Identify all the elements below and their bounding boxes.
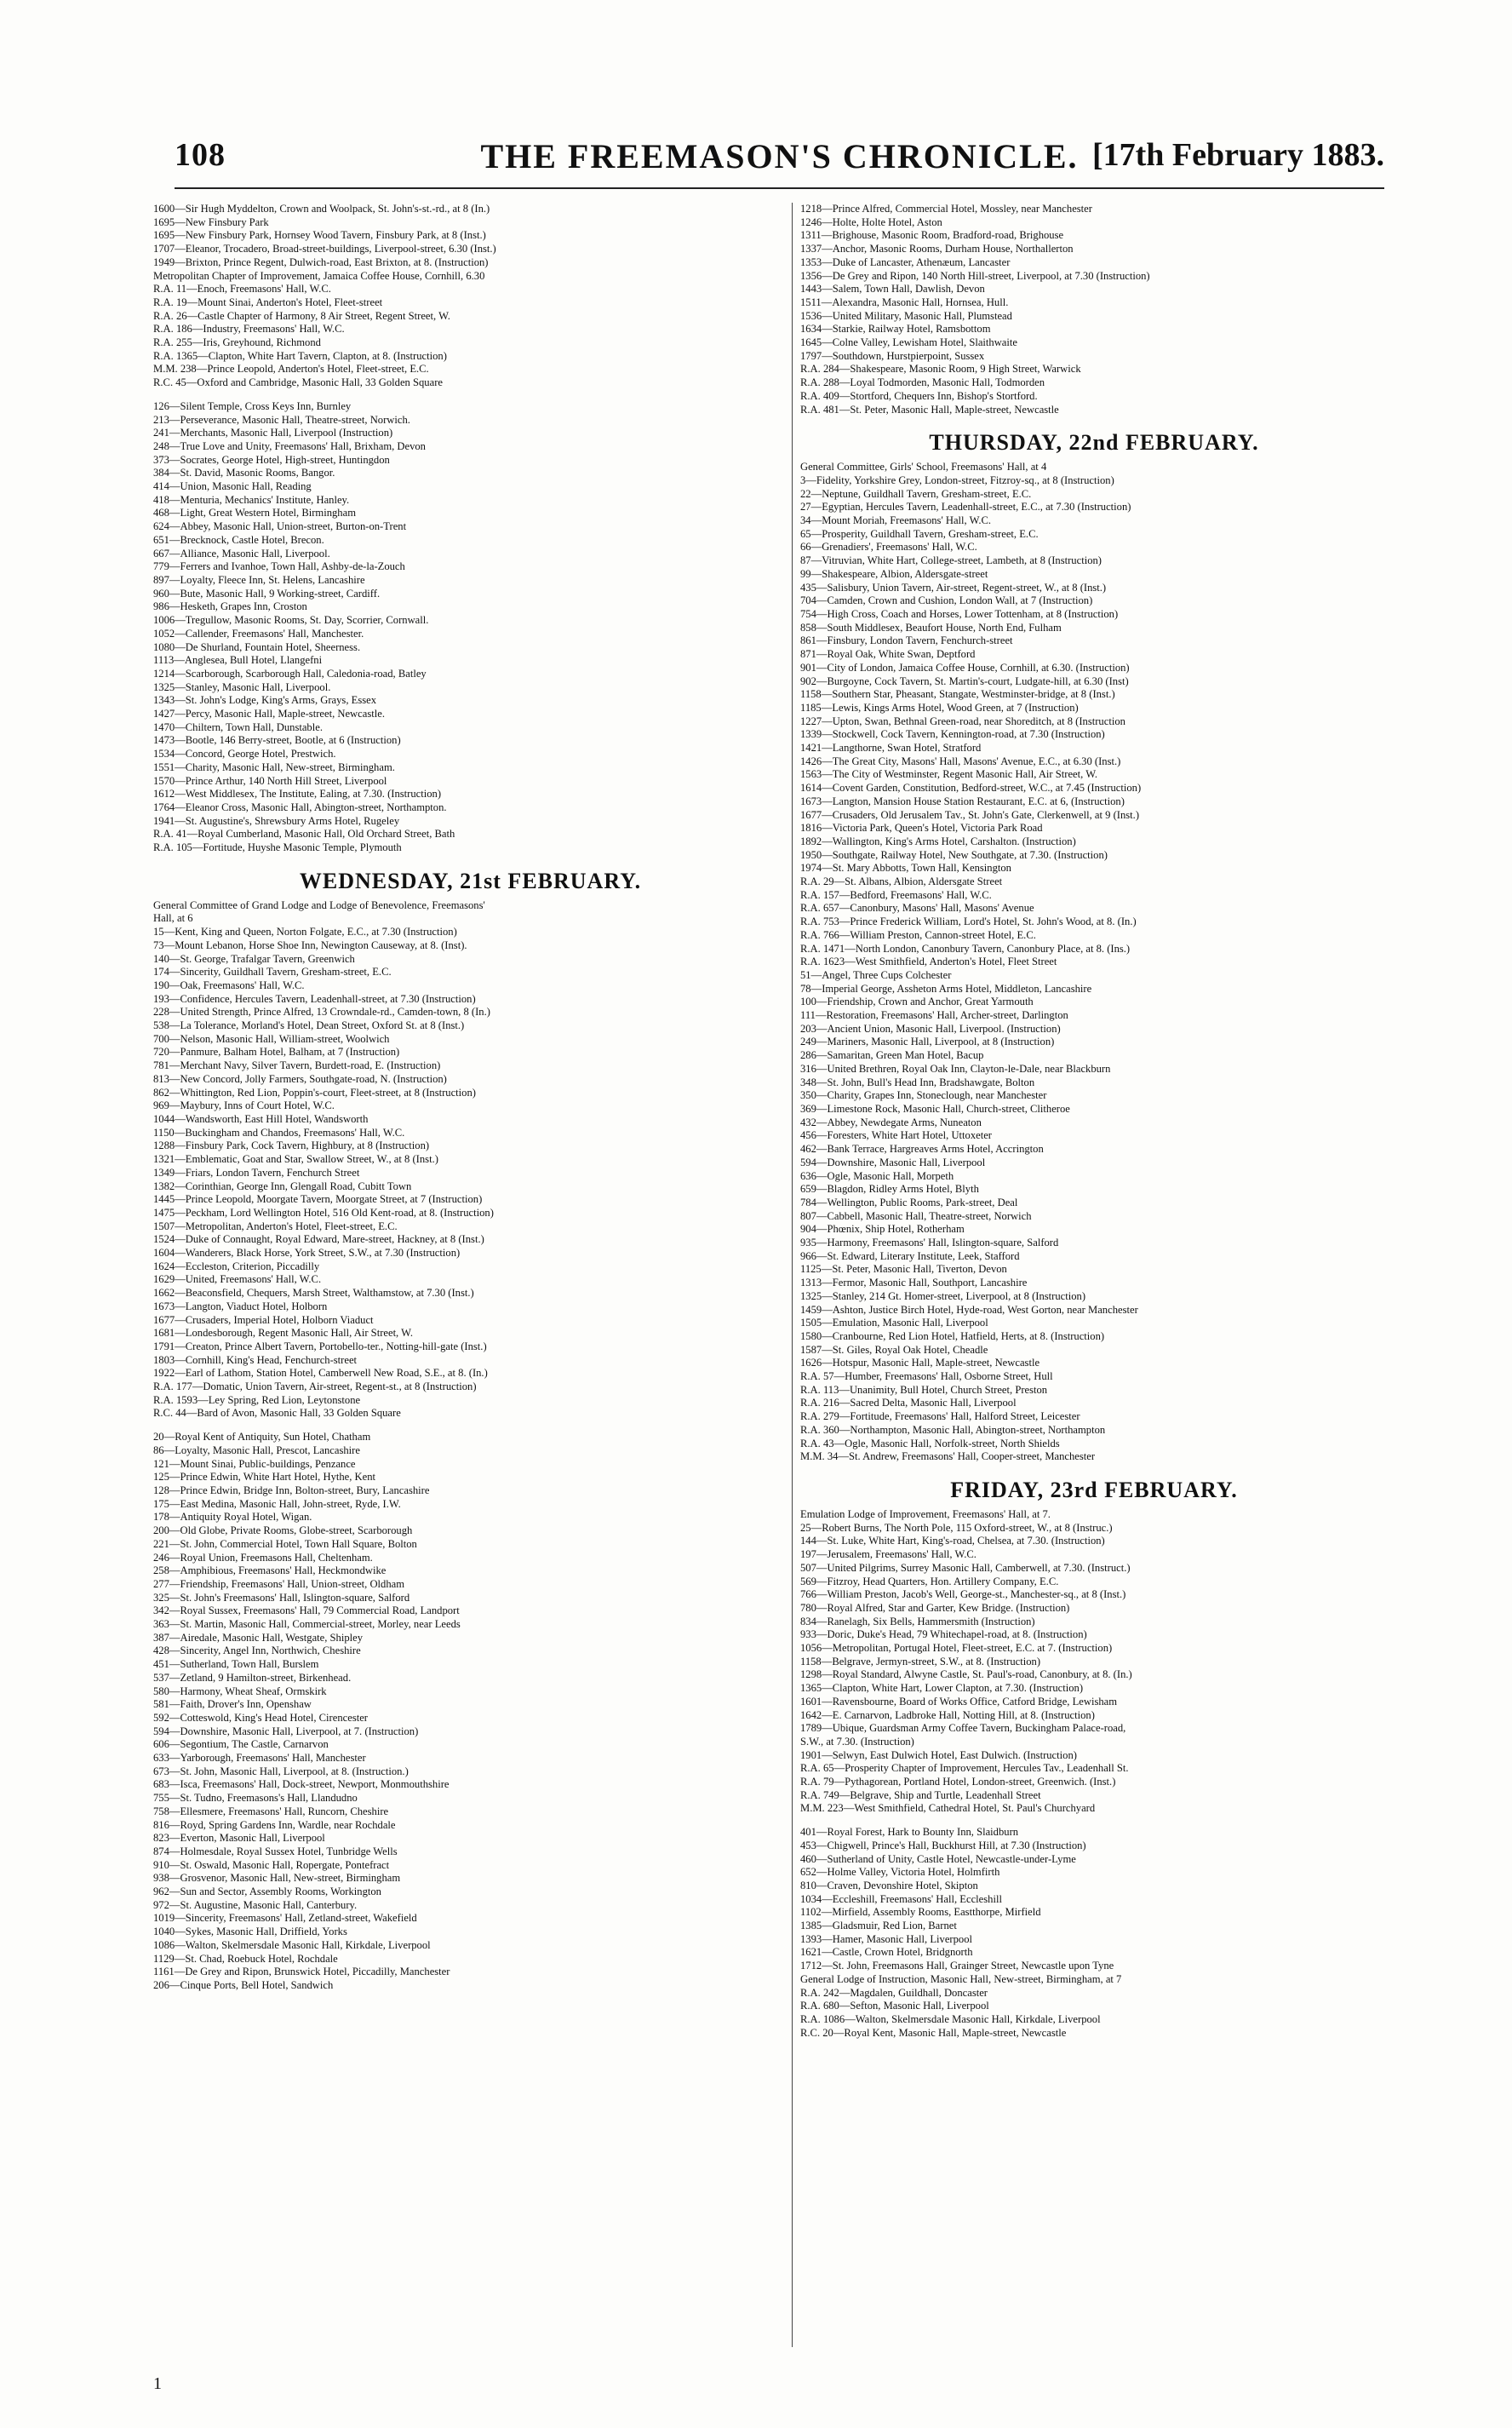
lodge-entry: 1470—Chiltern, Town Hall, Dunstable. [153,720,323,733]
lodge-entry: 1040—Sykes, Masonic Hall, Driffield, Yorks [153,1926,347,1938]
lodge-entry: R.A. 65—Prosperity Chapter of Improvement, Hercules Tav., Leadenhall St. [800,1762,1129,1775]
lodge-entry: 594—Downshire, Masonic Hall, Liverpool, at 7. (Instruction) [153,1725,419,1737]
lodge-entry: 1524—Duke of Connaught, Royal Edward, Mare-street, Hackney, at 8 (Inst.) [153,1233,484,1246]
lodge-entry: 1218—Prince Alfred, Commercial Hotel, Mossley, near Manchester [800,203,1092,215]
lodge-entry: 1580—Cranbourne, Red Lion Hotel, Hatfield, Herts, at 8. (Instruction) [800,1329,1105,1342]
lodge-entry: 1125—St. Peter, Masonic Hall, Tiverton, Devon [800,1263,1007,1276]
lodge-entry: 1922—Earl of Lathom, Station Hotel, Camberwell New Road, S.E., at 8. (In.) [153,1367,488,1380]
lodge-entry: 1313—Fermor, Masonic Hall, Southport, Lancashire [800,1277,1028,1289]
lodge-entry: 175—East Medina, Masonic Hall, John-street, Ryde, I.W. [153,1497,401,1510]
section-gap [800,1816,1388,1826]
lodge-entry: R.A. 409—Stortford, Chequers Inn, Bishop's Stortford. [800,389,1038,402]
lodge-entry: 369—Limestone Rock, Masonic Hall, Church-street, Clitheroe [800,1103,1070,1115]
lodge-entry: 933—Doric, Duke's Head, 79 Whitechapel-road, at 8. (Instruction) [800,1628,1087,1641]
lodge-entry: 755—St. Tudno, Freemasons's Hall, Llandudno [153,1792,358,1805]
lodge-entry: M.M. 34—St. Andrew, Freemasons' Hall, Cooper-street, Manchester [800,1450,1096,1463]
lodge-entry: 249—Mariners, Masonic Hall, Liverpool, at 8 (Instruction) [800,1036,1055,1048]
lodge-entry: R.A. 186—Industry, Freemasons' Hall, W.C. [153,323,345,336]
lodge-entry: 126—Silent Temple, Cross Keys Inn, Burnley [153,399,352,412]
lodge-entry: R.A. 11—Enoch, Freemasons' Hall, W.C. [153,283,331,296]
lodge-entry: 1624—Eccleston, Criterion, Piccadilly [153,1260,320,1272]
page-number: 108 [175,137,226,173]
lodge-entry: R.A. 1086—Walton, Skelmersdale Masonic Hall, Kirkdale, Liverpool [800,2013,1101,2025]
day-heading: THURSDAY, 22nd FEBRUARY. [929,430,1259,456]
lodge-entry: 248—True Love and Unity, Freemasons' Hall, Brixham, Devon [153,439,426,452]
lodge-entry: 1365—Clapton, White Hart, Lower Clapton, at 7.30. (Instruction) [800,1682,1084,1695]
lodge-entry: 861—Finsbury, London Tavern, Fenchurch-street [800,634,1013,647]
lodge-entry: 580—Harmony, Wheat Sheaf, Ormskirk [153,1685,327,1697]
lodge-entry: 986—Hesketh, Grapes Inn, Croston [153,600,307,613]
lodge-entry: 1102—Mirfield, Assembly Rooms, Eastthorpe, Mirfield [800,1906,1041,1919]
lodge-entry: 823—Everton, Masonic Hall, Liverpool [153,1832,325,1845]
lodge-entry: 704—Camden, Crown and Cushion, London Wall, at 7 (Instruction) [800,594,1093,607]
lodge-entry: 418—Menturia, Mechanics' Institute, Hanley. [153,493,350,506]
lodge-entry: 286—Samaritan, Green Man Hotel, Bacup [800,1049,984,1062]
lodge-entry: 197—Jerusalem, Freemasons' Hall, W.C. [800,1548,976,1561]
lodge-entry: 1343—St. John's Lodge, King's Arms, Grays, Essex [153,694,377,707]
lodge-entry: 683—Isca, Freemasons' Hall, Dock-street, Newport, Monmouthshire [153,1778,450,1791]
lodge-entry: Metropolitan Chapter of Improvement, Jamaica Coffee House, Cornhill, 6.30 [153,269,485,282]
lodge-entry: R.A. 29—St. Albans, Albion, Aldersgate Street [800,875,1003,888]
lodge-entry: 935—Harmony, Freemasons' Hall, Islington-square, Salford [800,1237,1059,1249]
lodge-entry: 1974—St. Mary Abbotts, Town Hall, Kensington [800,862,1011,875]
lodge-entry: 1614—Covent Garden, Constitution, Bedford-street, W.C., at 7.45 (Instruction) [800,782,1142,795]
lodge-entry: 15—Kent, King and Queen, Norton Folgate, E.C., at 7.30 (Instruction) [153,926,457,938]
lodge-entry: R.A. 657—Canonbury, Masons' Hall, Masons' Avenue [800,902,1034,915]
lodge-entry: R.C. 44—Bard of Avon, Masonic Hall, 33 Golden Square [153,1407,401,1420]
lodge-entry: 581—Faith, Drover's Inn, Openshaw [153,1698,312,1711]
lodge-entry: R.A. 288—Loyal Todmorden, Masonic Hall, Todmorden [800,376,1045,389]
lodge-entry: 1298—Royal Standard, Alwyne Castle, St. Paul's-road, Canonbury, at 8. (In.) [800,1668,1132,1681]
lodge-entry: 1570—Prince Arthur, 140 North Hill Street, Liverpool [153,774,387,787]
lodge-entry: 1634—Starkie, Railway Hotel, Ramsbottom [800,323,991,336]
lodge-entry: R.A. 43—Ogle, Masonic Hall, Norfolk-street, North Shields [800,1437,1060,1449]
lodge-entry: R.C. 45—Oxford and Cambridge, Masonic Hall, 33 Golden Square [153,376,443,389]
newspaper-title: THE FREEMASON'S CHRONICLE. [480,137,1079,175]
lodge-entry: R.A. 481—St. Peter, Masonic Hall, Maple-street, Newcastle [800,403,1059,416]
lodge-entry: 1563—The City of Westminster, Regent Masonic Hall, Air Street, W. [800,768,1098,781]
lodge-entry: 1536—United Military, Masonic Hall, Plumstead [800,309,1012,322]
lodge-entry: 432—Abbey, Newdegate Arms, Nuneaton [800,1116,982,1128]
lodge-entry: 862—Whittington, Red Lion, Poppin's-court, Fleet-street, at 8 (Instruction) [153,1086,476,1099]
lodge-entry: 258—Amphibious, Freemasons' Hall, Heckmondwike [153,1564,387,1577]
lodge-entry: 178—Antiquity Royal Hotel, Wigan. [153,1511,312,1524]
lodge-entry: 3—Fidelity, Yorkshire Grey, London-street, Fitzroy-sq., at 8 (Instruction) [800,474,1114,486]
lodge-entry: 453—Chigwell, Prince's Hall, Buckhurst Hill, at 7.30 (Instruction) [800,1839,1086,1851]
lodge-entry: 1949—Brixton, Prince Regent, Dulwich-road, East Brixton, at 8. (Instruction) [153,255,489,268]
section-gap [153,390,788,400]
lodge-entry: 1803—Cornhill, King's Head, Fenchurch-street [153,1353,358,1366]
lodge-entry: 25—Robert Burns, The North Pole, 115 Oxford-street, W., at 8 (Instruc.) [800,1521,1113,1534]
lodge-entry: 807—Cabbell, Masonic Hall, Theatre-street, Norwich [800,1209,1032,1222]
lodge-entry: General Committee, Girls' School, Freemasons' Hall, at 4 [800,461,1047,474]
lodge-entry: 1006—Tregullow, Masonic Rooms, St. Day, Scorrier, Cornwall. [153,614,429,627]
lodge-entry: 1288—Finsbury Park, Cock Tavern, Highbury, at 8 (Instruction) [153,1139,430,1152]
lodge-entry: 1645—Colne Valley, Lewisham Hotel, Slaithwaite [800,336,1017,349]
lodge-entry: 624—Abbey, Masonic Hall, Union-street, Burton-on-Trent [153,520,407,533]
lodge-entry: General Committee of Grand Lodge and Lodge of Benevolence, Freemasons' [153,898,485,911]
lodge-entry: 1677—Crusaders, Imperial Hotel, Holborn Viaduct [153,1313,374,1326]
lodge-entry: 221—St. John, Commercial Hotel, Town Hall Square, Bolton [153,1537,417,1550]
lodge-entry: 99—Shakespeare, Albion, Aldersgate-street [800,567,988,580]
lodge-entry: 1507—Metropolitan, Anderton's Hotel, Fleet-street, E.C. [153,1220,398,1232]
lodge-entry: 1673—Langton, Mansion House Station Restaurant, E.C. at 6, (Instruction) [800,795,1125,807]
lodge-entry: 834—Ranelagh, Six Bells, Hammersmith (Instruction) [800,1615,1035,1627]
lodge-entry: 128—Prince Edwin, Bridge Inn, Bolton-street, Bury, Lancashire [153,1484,430,1496]
lodge-entry: 902—Burgoyne, Cock Tavern, St. Martin's-court, Ludgate-hill, at 6.30 (Inst) [800,674,1129,687]
lodge-entry: 1473—Bootle, 146 Berry-street, Bootle, at 6 (Instruction) [153,734,401,747]
lodge-entry: R.A. 157—Bedford, Freemasons' Hall, W.C. [800,888,992,901]
lodge-entry: 897—Loyalty, Fleece Inn, St. Helens, Lancashire [153,573,365,586]
lodge-entry: R.C. 20—Royal Kent, Masonic Hall, Maple-street, Newcastle [800,2026,1067,2039]
lodge-entry: 1791—Creaton, Prince Albert Tavern, Portobello-ter., Notting-hill-gate (Inst.) [153,1340,487,1352]
lodge-entry: 451—Sutherland, Town Hall, Burslem [153,1658,319,1671]
lodge-entry: R.A. 57—Humber, Freemasons' Hall, Osborne Street, Hull [800,1370,1053,1383]
lodge-entry: 1629—United, Freemasons' Hall, W.C. [153,1273,322,1286]
lodge-entry: 213—Perseverance, Masonic Hall, Theatre-street, Norwich. [153,413,410,426]
lodge-entry: R.A. 255—Iris, Greyhound, Richmond [153,336,321,349]
lodge-entry: R.A. 284—Shakespeare, Masonic Room, 9 High Street, Warwick [800,363,1081,376]
lodge-entry: 537—Zetland, 9 Hamilton-street, Birkenhead. [153,1671,352,1684]
lodge-entry: 78—Imperial George, Assheton Arms Hotel, Middleton, Lancashire [800,982,1092,995]
lodge-entry: R.A. 216—Sacred Delta, Masonic Hall, Liverpool [800,1397,1017,1409]
lodge-entry: 1393—Hamer, Masonic Hall, Liverpool [800,1932,972,1945]
lodge-entry: 1707—Eleanor, Trocadero, Broad-street-buildings, Liverpool-street, 6.30 (Inst.) [153,243,496,255]
lodge-entry: R.A. 19—Mount Sinai, Anderton's Hotel, Fleet-street [153,296,383,308]
lodge-entry: 972—St. Augustine, Masonic Hall, Canterbury. [153,1898,358,1911]
lodge-entry: 401—Royal Forest, Hark to Bounty Inn, Slaidburn [800,1826,1019,1839]
lodge-entry: 1353—Duke of Lancaster, Athenæum, Lancaster [800,255,1011,268]
lodge-entry: 1337—Anchor, Masonic Rooms, Durham House, Northallerton [800,243,1074,255]
lodge-entry: 667—Alliance, Masonic Hall, Liverpool. [153,547,330,560]
lodge-entry: 871—Royal Oak, White Swan, Deptford [800,648,976,661]
lodge-entry: 1325—Stanley, 214 Gt. Homer-street, Liverpool, at 8 (Instruction) [800,1289,1086,1302]
lodge-entry: 1150—Buckingham and Chandos, Freemasons' Hall, W.C. [153,1126,405,1139]
section-gap [153,1421,788,1431]
lodge-entry: Emulation Lodge of Improvement, Freemasons' Hall, at 7. [800,1507,1051,1520]
lodge-entry: R.A. 279—Fortitude, Freemasons' Hall, Halford Street, Leicester [800,1410,1080,1423]
lodge-entry: 174—Sincerity, Guildhall Tavern, Gresham-street, E.C. [153,966,392,979]
lodge-entry: 569—Fitzroy, Head Quarters, Hon. Artillery Company, E.C. [800,1575,1059,1587]
lodge-entry: R.A. 1593—Ley Spring, Red Lion, Leytonstone [153,1393,361,1406]
lodge-entry: R.A. 242—Magdalen, Guildhall, Doncaster [800,1986,988,1999]
lodge-entry: 633—Yarborough, Freemasons' Hall, Manchester [153,1752,366,1765]
lodge-entry: 87—Vitruvian, White Hart, College-street, Lambeth, at 8 (Instruction) [800,554,1102,567]
lodge-entry: 190—Oak, Freemasons' Hall, W.C. [153,979,305,991]
lodge-entry: 1677—Crusaders, Old Jerusalem Tav., St. John's Gate, Clerkenwell, at 9 (Inst.) [800,808,1140,821]
lodge-entry: 121—Mount Sinai, Public-buildings, Penzance [153,1457,356,1470]
lodge-entry: 468—Light, Great Western Hotel, Birmingham [153,507,356,519]
lodge-entry: 435—Salisbury, Union Tavern, Air-street, Regent-street, W., at 8 (Inst.) [800,581,1107,594]
lodge-entry: 1816—Victoria Park, Queen's Hotel, Victoria Park Road [800,822,1043,835]
lodge-entry: 20—Royal Kent of Antiquity, Sun Hotel, Chatham [153,1431,371,1444]
lodge-entry: 1129—St. Chad, Roebuck Hotel, Rochdale [153,1952,338,1965]
lodge-entry: 1161—De Grey and Ripon, Brunswick Hotel, Piccadilly, Manchester [153,1966,450,1978]
lodge-entry: R.A. 105—Fortitude, Huyshe Masonic Temple, Plymouth [153,841,402,854]
lodge-entry: 1382—Corinthian, George Inn, Glengall Road, Cubitt Town [153,1180,412,1192]
lodge-entry: 1642—E. Carnarvon, Ladbroke Hall, Notting Hill, at 8. (Instruction) [800,1708,1095,1721]
lodge-entry: 1080—De Shurland, Fountain Hotel, Sheerness. [153,640,361,653]
lodge-entry: 73—Mount Lebanon, Horse Shoe Inn, Newington Causeway, at 8. (Inst). [153,938,467,951]
lodge-entry: M.M. 238—Prince Leopold, Anderton's Hotel, Fleet-street, E.C. [153,363,429,376]
lodge-entry: 538—La Tolerance, Morland's Hotel, Dean Street, Oxford St. at 8 (Inst.) [153,1019,465,1032]
lodge-entry: 594—Downshire, Masonic Hall, Liverpool [800,1156,986,1168]
lodge-entry: 1600—Sir Hugh Myddelton, Crown and Woolpack, St. John's-st.-rd., at 8 (In.) [153,203,490,215]
lodge-entry: 1621—Castle, Crown Hotel, Bridgnorth [800,1946,973,1959]
day-heading: FRIDAY, 23rd FEBRUARY. [950,1477,1238,1502]
lodge-entry: 1426—The Great City, Masons' Hall, Masons' Avenue, E.C., at 6.30 (Inst.) [800,755,1121,767]
lodge-entry: 904—Phœnix, Ship Hotel, Rotherham [800,1223,965,1236]
lodge-entry: 673—St. John, Masonic Hall, Liverpool, at 8. (Instruction.) [153,1765,409,1777]
lodge-entry: 1445—Prince Leopold, Moorgate Tavern, Moorgate Street, at 7 (Instruction) [153,1193,483,1206]
lodge-entry: R.A. 749—Belgrave, Ship and Turtle, Leadenhall Street [800,1788,1041,1801]
lodge-entry: R.A. 26—Castle Chapter of Harmony, 8 Air Street, Regent Street, W. [153,309,450,322]
lodge-entry: R.A. 360—Northampton, Masonic Hall, Abington-street, Northampton [800,1423,1106,1436]
lodge-entry: 342—Royal Sussex, Freemasons' Hall, 79 Commercial Road, Landport [153,1604,460,1617]
lodge-entry: 325—St. John's Freemasons' Hall, Islington-square, Salford [153,1591,410,1604]
lodge-entry: 1681—Londesborough, Regent Masonic Hall, Air Street, W. [153,1327,414,1340]
lodge-entry: 1034—Eccleshill, Freemasons' Hall, Eccleshill [800,1892,1002,1905]
lodge-entry: 659—Blagdon, Ridley Arms Hotel, Blyth [800,1183,979,1196]
lodge-entry: 1505—Emulation, Masonic Hall, Liverpool [800,1317,988,1329]
lodge-entry: 387—Airedale, Masonic Hall, Westgate, Shipley [153,1631,364,1644]
footer-mark: 1 [153,2374,162,2393]
lodge-entry: 203—Ancient Union, Masonic Hall, Liverpool. (Instruction) [800,1022,1061,1035]
lodge-entry: 1185—Lewis, Kings Arms Hotel, Wood Green, at 7 (Instruction) [800,701,1079,714]
lodge-entry: 1227—Upton, Swan, Bethnal Green-road, near Shoreditch, at 8 (Instruction [800,715,1125,727]
lodge-entry: 1459—Ashton, Justice Birch Hotel, Hyde-road, West Gorton, near Manchester [800,1303,1138,1316]
lodge-entry: 962—Sun and Sector, Assembly Rooms, Workington [153,1886,381,1898]
lodge-entry: 1797—Southdown, Hurstpierpoint, Sussex [800,349,985,362]
lodge-entry: 1475—Peckham, Lord Wellington Hotel, 516 Old Kent-road, at 8. (Instruction) [153,1206,494,1219]
lodge-entry: R.A. 1471—North London, Canonbury Tavern, Canonbury Place, at 8. (Ins.) [800,942,1131,955]
lodge-entry: 1214—Scarborough, Scarborough Hall, Caledonia-road, Batley [153,667,427,680]
lodge-entry: 816—Royd, Spring Gardens Inn, Wardle, near Rochdale [153,1818,396,1831]
lodge-entry: R.A. 1365—Clapton, White Hart Tavern, Clapton, at 8. (Instruction) [153,349,447,362]
lodge-entry: 938—Grosvenor, Masonic Hall, New-street, Birmingham [153,1872,401,1885]
lodge-entry: 460—Sutherland of Unity, Castle Hotel, Newcastle-under-Lyme [800,1852,1076,1865]
lodge-entry: 27—Egyptian, Hercules Tavern, Leadenhall-street, E.C., at 7.30 (Instruction) [800,501,1131,514]
lodge-entry: 51—Angel, Three Cups Colchester [800,968,952,981]
lodge-entry: 1626—Hotspur, Masonic Hall, Maple-street, Newcastle [800,1357,1040,1369]
lodge-entry: 652—Holme Valley, Victoria Hotel, Holmfirth [800,1866,1000,1879]
lodge-entry: R.A. 79—Pythagorean, Portland Hotel, London-street, Greenwich. (Inst.) [800,1776,1116,1788]
lodge-entry: 1941—St. Augustine's, Shrewsbury Arms Hotel, Rugeley [153,814,400,827]
lodge-entry: 766—William Preston, Jacob's Well, George-st., Manchester-sq., at 8 (Inst.) [800,1588,1126,1601]
lodge-entry: 373—Socrates, George Hotel, High-street, Huntingdon [153,453,390,466]
lodge-entry: 428—Sincerity, Angel Inn, Northwich, Cheshire [153,1644,361,1657]
lodge-entry: 969—Maybury, Inns of Court Hotel, W.C. [153,1099,335,1112]
lodge-entry: R.A. 113—Unanimity, Bull Hotel, Church Street, Preston [800,1383,1048,1396]
lodge-entry: 100—Friendship, Crown and Anchor, Great Yarmouth [800,996,1034,1008]
lodge-entry: 810—Craven, Devonshire Hotel, Skipton [800,1879,978,1891]
issue-date: [17th February 1883. [1091,137,1384,173]
lodge-entry: 700—Nelson, Masonic Hall, William-street, Woolwich [153,1032,390,1045]
lodge-entry: 1246—Holte, Holte Hotel, Aston [800,215,942,228]
lodge-entry: S.W., at 7.30. (Instruction) [800,1735,914,1748]
lodge-entry: 1950—Southgate, Railway Hotel, New Southgate, at 7.30. (Instruction) [800,848,1108,861]
lodge-entry: General Lodge of Instruction, Masonic Hall, New-street, Birmingham, at 7 [800,1972,1122,1985]
lodge-entry: 350—Charity, Grapes Inn, Stoneclough, near Manchester [800,1089,1047,1102]
lodge-entry: R.A. 177—Domatic, Union Tavern, Air-street, Regent-st., at 8 (Instruction) [153,1380,477,1393]
lodge-entry: 1511—Alexandra, Masonic Hall, Hornsea, Hull. [800,296,1009,308]
lodge-entry: 1443—Salem, Town Hall, Dawlish, Devon [800,283,985,296]
lodge-entry: 1086—Walton, Skelmersdale Masonic Hall, Kirkdale, Liverpool [153,1938,431,1951]
lodge-entry: 779—Ferrers and Ivanhoe, Town Hall, Ashby-de-la-Zouch [153,560,405,573]
lodge-entry: 507—United Pilgrims, Surrey Masonic Hall, Camberwell, at 7.30. (Instruct.) [800,1561,1131,1574]
lodge-entry: 1601—Ravensbourne, Board of Works Office, Catford Bridge, Lewisham [800,1695,1118,1708]
lodge-entry: M.M. 223—West Smithfield, Cathedral Hotel, St. Paul's Churchyard [800,1802,1096,1815]
lodge-entry: 1551—Charity, Masonic Hall, New-street, Birmingham. [153,761,395,773]
day-heading: WEDNESDAY, 21st FEBRUARY. [299,868,642,893]
lodge-entry: R.A. 680—Sefton, Masonic Hall, Liverpool [800,2000,989,2012]
lodge-entry: 1662—Beaconsfield, Chequers, Marsh Street, Walthamstow, at 7.30 (Inst.) [153,1287,474,1300]
lodge-entry: 910—St. Oswald, Masonic Hall, Ropergate, Pontefract [153,1858,390,1871]
lodge-entry: 1673—Langton, Viaduct Hotel, Holborn [153,1300,328,1312]
lodge-entry: 1789—Ubique, Guardsman Army Coffee Tavern, Buckingham Palace-road, [800,1722,1126,1735]
lodge-entry: R.A. 1623—West Smithfield, Anderton's Hotel, Fleet Street [800,956,1057,968]
lodge-entry: 1534—Concord, George Hotel, Prestwich. [153,748,336,761]
lodge-entry: 111—Restoration, Freemasons' Hall, Archer-street, Darlington [800,1009,1068,1022]
lodge-entry: 1712—St. John, Freemasons Hall, Grainger Street, Newcastle upon Tyne [800,1960,1114,1972]
column-divider [792,203,793,2347]
lodge-entry: 1311—Brighouse, Masonic Room, Bradford-road, Brighouse [800,229,1064,242]
lodge-entry: 651—Brecknock, Castle Hotel, Brecon. [153,533,324,546]
lodge-entry: 316—United Brethren, Royal Oak Inn, Clayton-le-Dale, near Blackburn [800,1062,1111,1075]
lodge-entry: 1044—Wandsworth, East Hill Hotel, Wandsworth [153,1113,369,1125]
lodge-entry: 348—St. John, Bull's Head Inn, Bradshawgate, Bolton [800,1076,1035,1088]
lodge-entry: 754—High Cross, Coach and Horses, Lower Tottenham, at 8 (Instruction) [800,607,1119,620]
lodge-entry: R.A. 766—William Preston, Cannon-street Hotel, E.C. [800,928,1036,941]
lodge-entry: 65—Prosperity, Guildhall Tavern, Gresham-street, E.C. [800,527,1039,540]
lodge-entry: 1427—Percy, Masonic Hall, Maple-street, Newcastle. [153,708,385,720]
lodge-entry: 1901—Selwyn, East Dulwich Hotel, East Dulwich. (Instruction) [800,1748,1077,1761]
lodge-entry: 858—South Middlesex, Beaufort House, North End, Fulham [800,621,1062,634]
lodge-entry: Hall, at 6 [153,912,193,925]
lodge-entry: 874—Holmesdale, Royal Sussex Hotel, Tunbridge Wells [153,1845,398,1857]
lodge-entry: 34—Mount Moriah, Freemasons' Hall, W.C. [800,514,992,527]
lodge-entry: 1892—Wallington, King's Arms Hotel, Carshalton. (Instruction) [800,835,1076,847]
lodge-entry: 66—Grenadiers', Freemasons' Hall, W.C. [800,541,977,554]
lodge-entry: 901—City of London, Jamaica Coffee House, Cornhill, at 6.30. (Instruction) [800,661,1130,674]
lodge-entry: 1158—Belgrave, Jermyn-street, S.W., at 8. (Instruction) [800,1655,1041,1667]
lodge-entry: 193—Confidence, Hercules Tavern, Leadenhall-street, at 7.30 (Instruction) [153,992,476,1005]
lodge-entry: 1056—Metropolitan, Portugal Hotel, Fleet-street, E.C. at 7. (Instruction) [800,1642,1113,1655]
lodge-entry: 414—Union, Masonic Hall, Reading [153,480,312,493]
lodge-entry: 1385—Gladsmuir, Red Lion, Barnet [800,1920,957,1932]
lodge-entry: 1695—New Finsbury Park [153,215,269,228]
lodge-entry: 966—St. Edward, Literary Institute, Leek, Stafford [800,1249,1020,1262]
lodge-entry: 1158—Southern Star, Pheasant, Stangate, Westminster-bridge, at 8 (Inst.) [800,688,1115,701]
page-header [175,136,1384,189]
lodge-entry: 140—St. George, Trafalgar Tavern, Greenwich [153,952,355,965]
lodge-entry: 241—Merchants, Masonic Hall, Liverpool (Instruction) [153,427,393,439]
lodge-entry: 144—St. Luke, White Hart, King's-road, Chelsea, at 7.30. (Instruction) [800,1535,1105,1547]
lodge-entry: 784—Wellington, Public Rooms, Park-street, Deal [800,1196,1018,1208]
lodge-entry: 462—Bank Terrace, Hargreaves Arms Hotel, Accrington [800,1143,1044,1156]
lodge-entry: 1421—Langthorne, Swan Hotel, Stratford [800,742,982,755]
lodge-entry: 780—Royal Alfred, Star and Garter, Kew Bridge. (Instruction) [800,1601,1070,1614]
lodge-entry: 228—United Strength, Prince Alfred, 13 Crowndale-rd., Camden-town, 8 (In.) [153,1006,490,1019]
lodge-entry: 384—St. David, Masonic Rooms, Bangor. [153,467,335,479]
lodge-entry: 206—Cinque Ports, Bell Hotel, Sandwich [153,1979,334,1991]
lodge-entry: 1019—Sincerity, Freemasons' Hall, Zetland-street, Wakefield [153,1912,417,1925]
lodge-entry: 1587—St. Giles, Royal Oak Hotel, Cheadle [800,1343,988,1356]
lodge-entry: 363—St. Martin, Masonic Hall, Commercial-street, Morley, near Leeds [153,1618,461,1631]
lodge-entry: 1764—Eleanor Cross, Masonic Hall, Abington-street, Northampton. [153,801,447,813]
left-column [153,203,788,2347]
lodge-entry: R.A. 41—Royal Cumberland, Masonic Hall, Old Orchard Street, Bath [153,828,455,841]
lodge-entry: 592—Cotteswold, King's Head Hotel, Cirencester [153,1711,368,1724]
lodge-entry: 1339—Stockwell, Cock Tavern, Kennington-road, at 7.30 (Instruction) [800,728,1105,741]
lodge-entry: 1321—Emblematic, Goat and Star, Swallow Street, W., at 8 (Inst.) [153,1153,438,1166]
lodge-entry: 781—Merchant Navy, Silver Tavern, Burdett-road, E. (Instruction) [153,1059,441,1072]
lodge-entry: R.A. 753—Prince Frederick William, Lord's Hotel, St. John's Wood, at 8. (In.) [800,916,1137,928]
lodge-entry: 1325—Stanley, Masonic Hall, Liverpool. [153,680,331,693]
lodge-entry: 758—Ellesmere, Freemasons' Hall, Runcorn, Cheshire [153,1805,389,1817]
lodge-entry: 22—Neptune, Guildhall Tavern, Gresham-street, E.C. [800,487,1032,500]
lodge-entry: 1612—West Middlesex, The Institute, Ealing, at 7.30. (Instruction) [153,788,442,801]
lodge-entry: 277—Friendship, Freemasons' Hall, Union-street, Oldham [153,1577,405,1590]
lodge-entry: 1052—Callender, Freemasons' Hall, Manchester. [153,627,364,640]
lodge-entry: 960—Bute, Masonic Hall, 9 Working-street, Cardiff. [153,587,381,600]
lodge-entry: 1695—New Finsbury Park, Hornsey Wood Tavern, Finsbury Park, at 8 (Inst.) [153,229,486,242]
lodge-entry: 246—Royal Union, Freemasons Hall, Cheltenham. [153,1551,373,1564]
lodge-entry: 456—Foresters, White Hart Hotel, Uttoxeter [800,1129,993,1142]
lodge-entry: 1349—Friars, London Tavern, Fenchurch Street [153,1166,360,1179]
lodge-entry: 1604—Wanderers, Black Horse, York Street, S.W., at 7.30 (Instruction) [153,1247,461,1260]
right-column [800,203,1388,2347]
lodge-entry: 1356—De Grey and Ripon, 140 North Hill-street, Liverpool, at 7.30 (Instruction) [800,269,1150,282]
lodge-entry: 813—New Concord, Jolly Farmers, Southgate-road, N. (Instruction) [153,1072,447,1085]
lodge-entry: 636—Ogle, Masonic Hall, Morpeth [800,1169,954,1182]
lodge-entry: 606—Segontium, The Castle, Carnarvon [153,1738,329,1751]
lodge-entry: 1113—Anglesea, Bull Hotel, Llangefni [153,654,323,667]
lodge-entry: 86—Loyalty, Masonic Hall, Prescot, Lancashire [153,1444,360,1456]
lodge-entry: 720—Panmure, Balham Hotel, Balham, at 7 (Instruction) [153,1046,400,1059]
lodge-entry: 125—Prince Edwin, White Hart Hotel, Hythe, Kent [153,1471,376,1484]
lodge-entry: 200—Old Globe, Private Rooms, Globe-street, Scarborough [153,1524,413,1537]
